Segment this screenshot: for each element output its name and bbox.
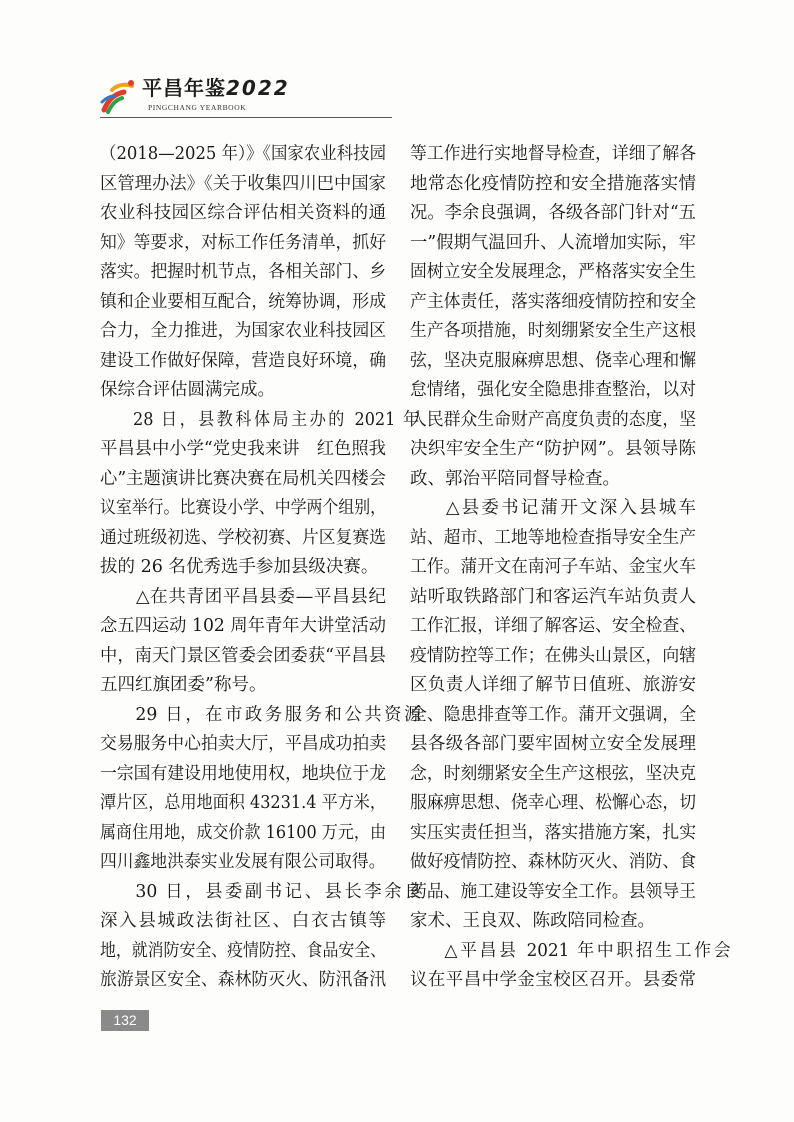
page-number: 132 [101, 1010, 149, 1031]
text-line: 地，就消防安全、疫情防控、食品安全、 [100, 940, 386, 961]
text-line: 县各级各部门要牢固树立安全发展理 [410, 734, 696, 754]
text-line: 镇和企业要相互配合，统筹协调，形成 [100, 291, 386, 312]
text-line: 全、隐患排查等工作。蒲开文强调，全 [410, 704, 696, 725]
text-line: 落实。把握时机节点，各相关部门、乡 [100, 262, 386, 282]
left-column [100, 140, 422, 996]
text-line: 做好疫情防控、森林防灭火、消防、食 [410, 852, 696, 872]
text-line: △县委书记蒲开文深入县城车 [446, 498, 696, 518]
text-line: 工作汇报，详细了解客运、安全检查、 [410, 616, 696, 636]
text-line: 疫情防控等工作；在佛头山景区，向辖 [410, 645, 696, 666]
text-line: 等工作进行实地督导检查，详细了解各 [410, 144, 696, 164]
yearbook-logo-icon [98, 76, 138, 116]
text-line: 保综合评估圆满完成。 [100, 380, 275, 400]
text-line: 决织牢安全生产“防护网”。县领导陈 [410, 439, 696, 459]
right-column [410, 140, 731, 996]
text-line: 潭片区，总用地面积 43231.4 平方米， [100, 793, 386, 813]
text-line: 28 日，县教科体局主办的 2021 年 [133, 409, 419, 430]
text-line: 议室举行。比赛设小学、中学两个组别， [100, 498, 386, 518]
text-line: 属商住用地，成交价款 16100 万元，由 [100, 822, 386, 843]
text-line: 心”主题演讲比赛决赛在局机关四楼会 [100, 468, 386, 489]
text-line: 服麻痹思想、侥幸心理、松懈心态，切 [410, 793, 696, 813]
text-line: 五四红旗团委”称号。 [100, 675, 267, 695]
text-line: 农业科技园区综合评估相关资料的通 [100, 203, 386, 223]
yearbook-header [98, 74, 398, 118]
text-line: 议在平昌中学金宝校区召开。县委常 [410, 970, 696, 990]
text-line: 家术、王良双、陈政陪同检查。 [410, 911, 655, 931]
text-line: 建设工作做好保障，营造良好环境，确 [100, 350, 386, 371]
text-line: （2018—2025 年）》《国家农业科技园 [100, 144, 386, 164]
text-line: 念，时刻绷紧安全生产这根弦，坚决克 [410, 763, 696, 784]
text-line: 旅游景区安全、森林防灭火、防汛备汛 [100, 970, 386, 990]
text-line: 区负责人详细了解节日值班、旅游安 [410, 675, 696, 695]
text-line: 药品、施工建设等安全工作。县领导王 [410, 881, 696, 902]
text-line: 区管理办法》《关于收集四川巴中国家 [100, 173, 386, 194]
text-line: 知》等要求，对标工作任务清单，抓好 [100, 232, 386, 253]
text-line: 人民群众生命财产高度负责的态度，坚 [410, 409, 696, 430]
text-line: 平昌县中小学“党史我来讲 红色照我 [100, 439, 386, 459]
text-line: 况。李余良强调，各级各部门针对“五 [410, 203, 696, 223]
text-line: 弦，坚决克服麻痹思想、侥幸心理和懈 [410, 350, 696, 371]
text-line: 实压实责任担当，落实措施方案，扎实 [410, 822, 696, 843]
text-line: 站听取铁路部门和客运汽车站负责人 [410, 586, 696, 607]
text-line: 中，南天门景区管委会团委获“平昌县 [100, 645, 386, 666]
yearbook-title-year: 2022 [226, 76, 290, 100]
text-line: 一宗国有建设用地使用权，地块位于龙 [100, 763, 386, 784]
text-line: 29 日，在市政务服务和公共资源 [135, 704, 422, 725]
text-line: 深入县城政法街社区、白衣古镇等 [100, 911, 386, 931]
text-line: 合力，全力推进，为国家农业科技园区 [100, 321, 386, 341]
text-line: 产主体责任，落实落细疫情防控和安全 [410, 291, 696, 312]
yearbook-title-cn: 平昌年鉴 [142, 76, 226, 100]
text-line: 怠情绪，强化安全隐患排查整治，以对 [410, 380, 696, 400]
text-line: △平昌县 2021 年中职招生工作会 [444, 940, 731, 961]
text-line: △在共青团平昌县委—平昌县纪 [136, 586, 386, 607]
text-line: 交易服务中心拍卖大厅，平昌成功拍卖 [100, 734, 386, 754]
text-line: 固树立安全发展理念，严格落实安全生 [410, 262, 696, 282]
text-line: 通过班级初选、学校初赛、片区复赛选 [100, 527, 386, 548]
text-line: 30 日，县委副书记、县长李余良 [135, 881, 422, 902]
text-line: 念五四运动 102 周年青年大讲堂活动 [100, 616, 386, 636]
header-divider [100, 117, 392, 118]
text-line: 工作。蒲开文在南河子车站、金宝火车 [410, 557, 696, 577]
text-line: 地常态化疫情防控和安全措施落实情 [410, 173, 696, 194]
text-line: 生产各项措施，时刻绷紧安全生产这根 [410, 321, 696, 341]
yearbook-title [142, 77, 290, 99]
text-line: 政、郭治平陪同督导检查。 [410, 468, 620, 489]
text-line: 一”假期气温回升、人流增加实际，牢 [410, 232, 696, 253]
yearbook-subtitle: PINGCHANG YEARBOOK [148, 103, 247, 112]
text-line: 站、超市、工地等地检查指导安全生产 [410, 527, 696, 548]
text-line: 四川鑫地洪泰实业发展有限公司取得。 [100, 852, 386, 872]
text-line: 拔的 26 名优秀选手参加县级决赛。 [100, 557, 379, 577]
